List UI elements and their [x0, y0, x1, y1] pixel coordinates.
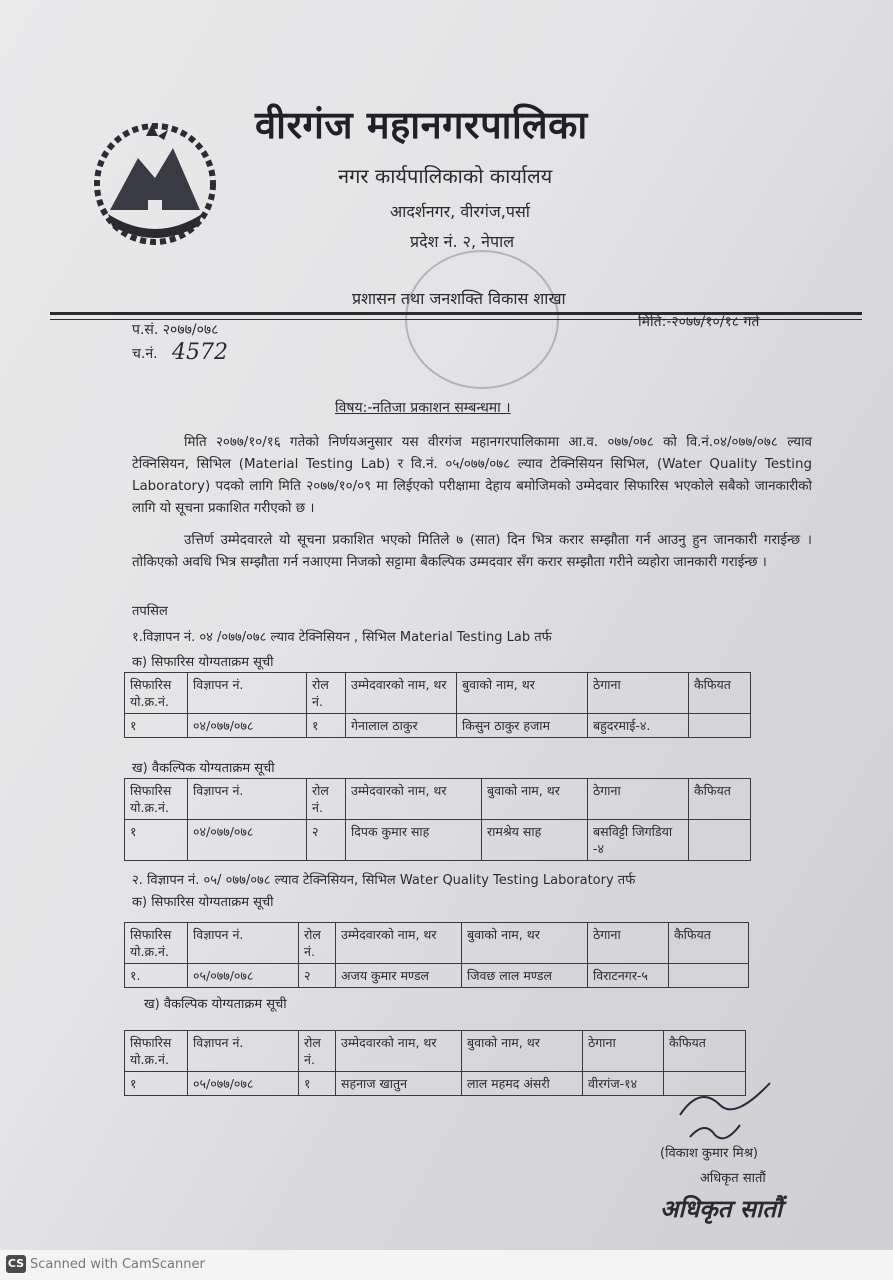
col-father: बुवाको नाम, थर — [482, 779, 588, 820]
col-address: ठेगाना — [583, 1031, 664, 1072]
table-row — [125, 964, 749, 988]
col-sn: सिफारिस यो.क्र.नं. — [125, 1031, 188, 1072]
col-roll: रोल नं. — [307, 779, 346, 820]
col-remarks: कैफियत — [664, 1031, 746, 1072]
section-2-title: २. विज्ञापन नं. ०५/ ०७७/०७८ ल्याव टेक्निसियन, सिभिल Water Quality Testing Laboratory तर्फ — [132, 873, 636, 888]
cell-sn: १ — [125, 714, 188, 738]
province-line: प्रदेश नं. २, नेपाल — [410, 232, 515, 251]
col-sn: सिफारिस यो.क्र.नं. — [125, 673, 188, 714]
cell-address: वीरगंज-१४ — [583, 1072, 664, 1096]
col-remarks: कैफियत — [689, 673, 751, 714]
section-2b-title: ख) वैकल्पिक योग्यताक्रम सूची — [144, 997, 287, 1012]
municipality-title: वीरगंज महानगरपालिका — [255, 103, 588, 147]
body-paragraph-1: मिति २०७७/१०/१६ गतेको निर्णयअनुसार यस वीरगंज महानगरपालिकामा आ.व. ०७७/०७८ को वि.नं.०४/०७७/०७८ ल्याव टेक्निसियन, सिभिल (Material Testing Lab) र वि.नं. ०५/०७७/०७८ ल्याव टेक्निसियन सिभिल, (Water Quality Testing Laboratory) पदको लागि मिति २०७७/१०/०९ मा लिईएको परीक्षामा देहाय बमोजिमको उम्मेदवार सिफारिस भएकोले सबैको जानकारीको लागि यो सूचना प्रकाशित गरीएको छ । — [132, 435, 812, 516]
col-adv: विज्ञापन नं. — [188, 1031, 299, 1072]
col-remarks: कैफियत — [689, 779, 751, 820]
table-row — [125, 714, 751, 738]
section-2a-title: क) सिफारिस योग्यताक्रम सूची — [132, 895, 274, 910]
cell-father: जिवछ लाल मण्डल — [462, 964, 588, 988]
cell-adv: ०५/०७७/०७८ — [188, 964, 299, 988]
cell-father: रामश्रेय साह — [482, 820, 588, 861]
cell-name: सहनाज खातुन — [336, 1072, 462, 1096]
table-row — [125, 820, 751, 861]
col-name: उम्मेदवारको नाम, थर — [346, 673, 457, 714]
col-roll: रोल नं. — [299, 1031, 336, 1072]
camscanner-icon: CS — [6, 1255, 26, 1273]
cell-roll: २ — [307, 820, 346, 861]
alternate-table-2 — [124, 1030, 746, 1096]
cell-sn: १. — [125, 964, 188, 988]
recommended-table-1 — [124, 672, 751, 738]
cell-remarks — [689, 820, 751, 861]
cell-remarks — [669, 964, 749, 988]
col-address: ठेगाना — [588, 779, 689, 820]
table-header-row — [125, 779, 751, 820]
branch-name: प्रशासन तथा जनशक्ति विकास शाखा — [352, 289, 566, 308]
table-header-row — [125, 673, 751, 714]
col-address: ठेगाना — [588, 923, 669, 964]
scanner-watermark: Scanned with CamScanner — [30, 1257, 205, 1272]
body-paragraph-2: उत्तिर्ण उम्मेदवारले यो सूचना प्रकाशित भएको मितिले ७ (सात) दिन भित्र करार सम्झौता गर्न आउनु हुन जानकारी गराईन्छ ।तोकिएको अवधि भित्र सम्झौता गर्न नआएमा निजको सट्टामा बैकल्पिक उम्मदवार सँग करार सम्झौता गरीने व्यहोरा जानकारी गराईन्छ । — [132, 533, 812, 570]
table-header-row — [125, 1031, 746, 1072]
signatory-stamp: अधिकृत सातौं — [660, 1195, 783, 1223]
cell-father: लाल महमद अंसरी — [462, 1072, 583, 1096]
col-father: बुवाको नाम, थर — [457, 673, 588, 714]
cell-adv: ०४/०७७/०७८ — [188, 714, 307, 738]
dispatch-label: च.नं. — [132, 346, 158, 362]
section-1-title: १.विज्ञापन नं. ०४ /०७७/०७८ ल्याव टेक्निसियन , सिभिल Material Testing Lab तर्फ — [132, 630, 552, 645]
col-name: उम्मेदवारको नाम, थर — [346, 779, 482, 820]
signatory-post: अधिकृत सातौं — [700, 1171, 766, 1186]
recommended-table-2 — [124, 922, 749, 988]
section-1b-title: ख) वैकल्पिक योग्यताक्रम सूची — [132, 761, 275, 776]
cell-name: अजय कुमार मण्डल — [336, 964, 462, 988]
col-roll: रोल नं. — [307, 673, 346, 714]
col-adv: विज्ञापन नं. — [188, 673, 307, 714]
col-adv: विज्ञापन नं. — [188, 923, 299, 964]
col-sn: सिफारिस यो.क्र.नं. — [125, 923, 188, 964]
cell-address: बसविट्टी जिगडिया -४ — [588, 820, 689, 861]
section-1a-title: क) सिफारिस योग्यताक्रम सूची — [132, 655, 274, 670]
cell-roll: १ — [307, 714, 346, 738]
tapsil-label: तपसिल — [132, 604, 168, 619]
office-address: आदर्शनगर, वीरगंज,पर्सा — [390, 202, 530, 221]
cell-name: दिपक कुमार साह — [346, 820, 482, 861]
col-roll: रोल नं. — [299, 923, 336, 964]
letter-subject: विषय:-नतिजा प्रकाशन सम्बन्धमा । — [335, 400, 511, 416]
cell-roll: १ — [299, 1072, 336, 1096]
cell-remarks — [689, 714, 751, 738]
cell-father: किसुन ठाकुर हजाम — [457, 714, 588, 738]
col-remarks: कैफियत — [669, 923, 749, 964]
col-name: उम्मेदवारको नाम, थर — [336, 1031, 462, 1072]
letter-date: मिति:-२०७७/१०/१८ गते — [638, 314, 760, 330]
cell-adv: ०५/०७७/०७८ — [188, 1072, 299, 1096]
col-address: ठेगाना — [588, 673, 689, 714]
cell-sn: १ — [125, 820, 188, 861]
col-father: बुवाको नाम, थर — [462, 1031, 583, 1072]
letter-ps-number: प.सं. २०७७/०७८ — [132, 322, 219, 338]
cell-name: गेनालाल ठाकुर — [346, 714, 457, 738]
signature-scribble — [660, 1075, 780, 1150]
col-sn: सिफारिस यो.क्र.नं. — [125, 779, 188, 820]
table-row — [125, 1072, 746, 1096]
col-name: उम्मेदवारको नाम, थर — [336, 923, 462, 964]
table-header-row — [125, 923, 749, 964]
col-adv: विज्ञापन नं. — [188, 779, 307, 820]
col-father: बुवाको नाम, थर — [462, 923, 588, 964]
office-name: नगर कार्यपालिकाको कार्यालय — [338, 164, 553, 188]
alternate-table-1 — [124, 778, 751, 861]
cell-adv: ०४/०७७/०७८ — [188, 820, 307, 861]
nepal-emblem-icon — [88, 118, 223, 246]
signatory-name: (विकाश कुमार मिश्र) — [660, 1146, 758, 1161]
cell-sn: १ — [125, 1072, 188, 1096]
dispatch-number: 4572 — [172, 340, 228, 365]
cell-roll: २ — [299, 964, 336, 988]
cell-address: बहुदरमाई-४. — [588, 714, 689, 738]
cell-address: विराटनगर-५ — [588, 964, 669, 988]
